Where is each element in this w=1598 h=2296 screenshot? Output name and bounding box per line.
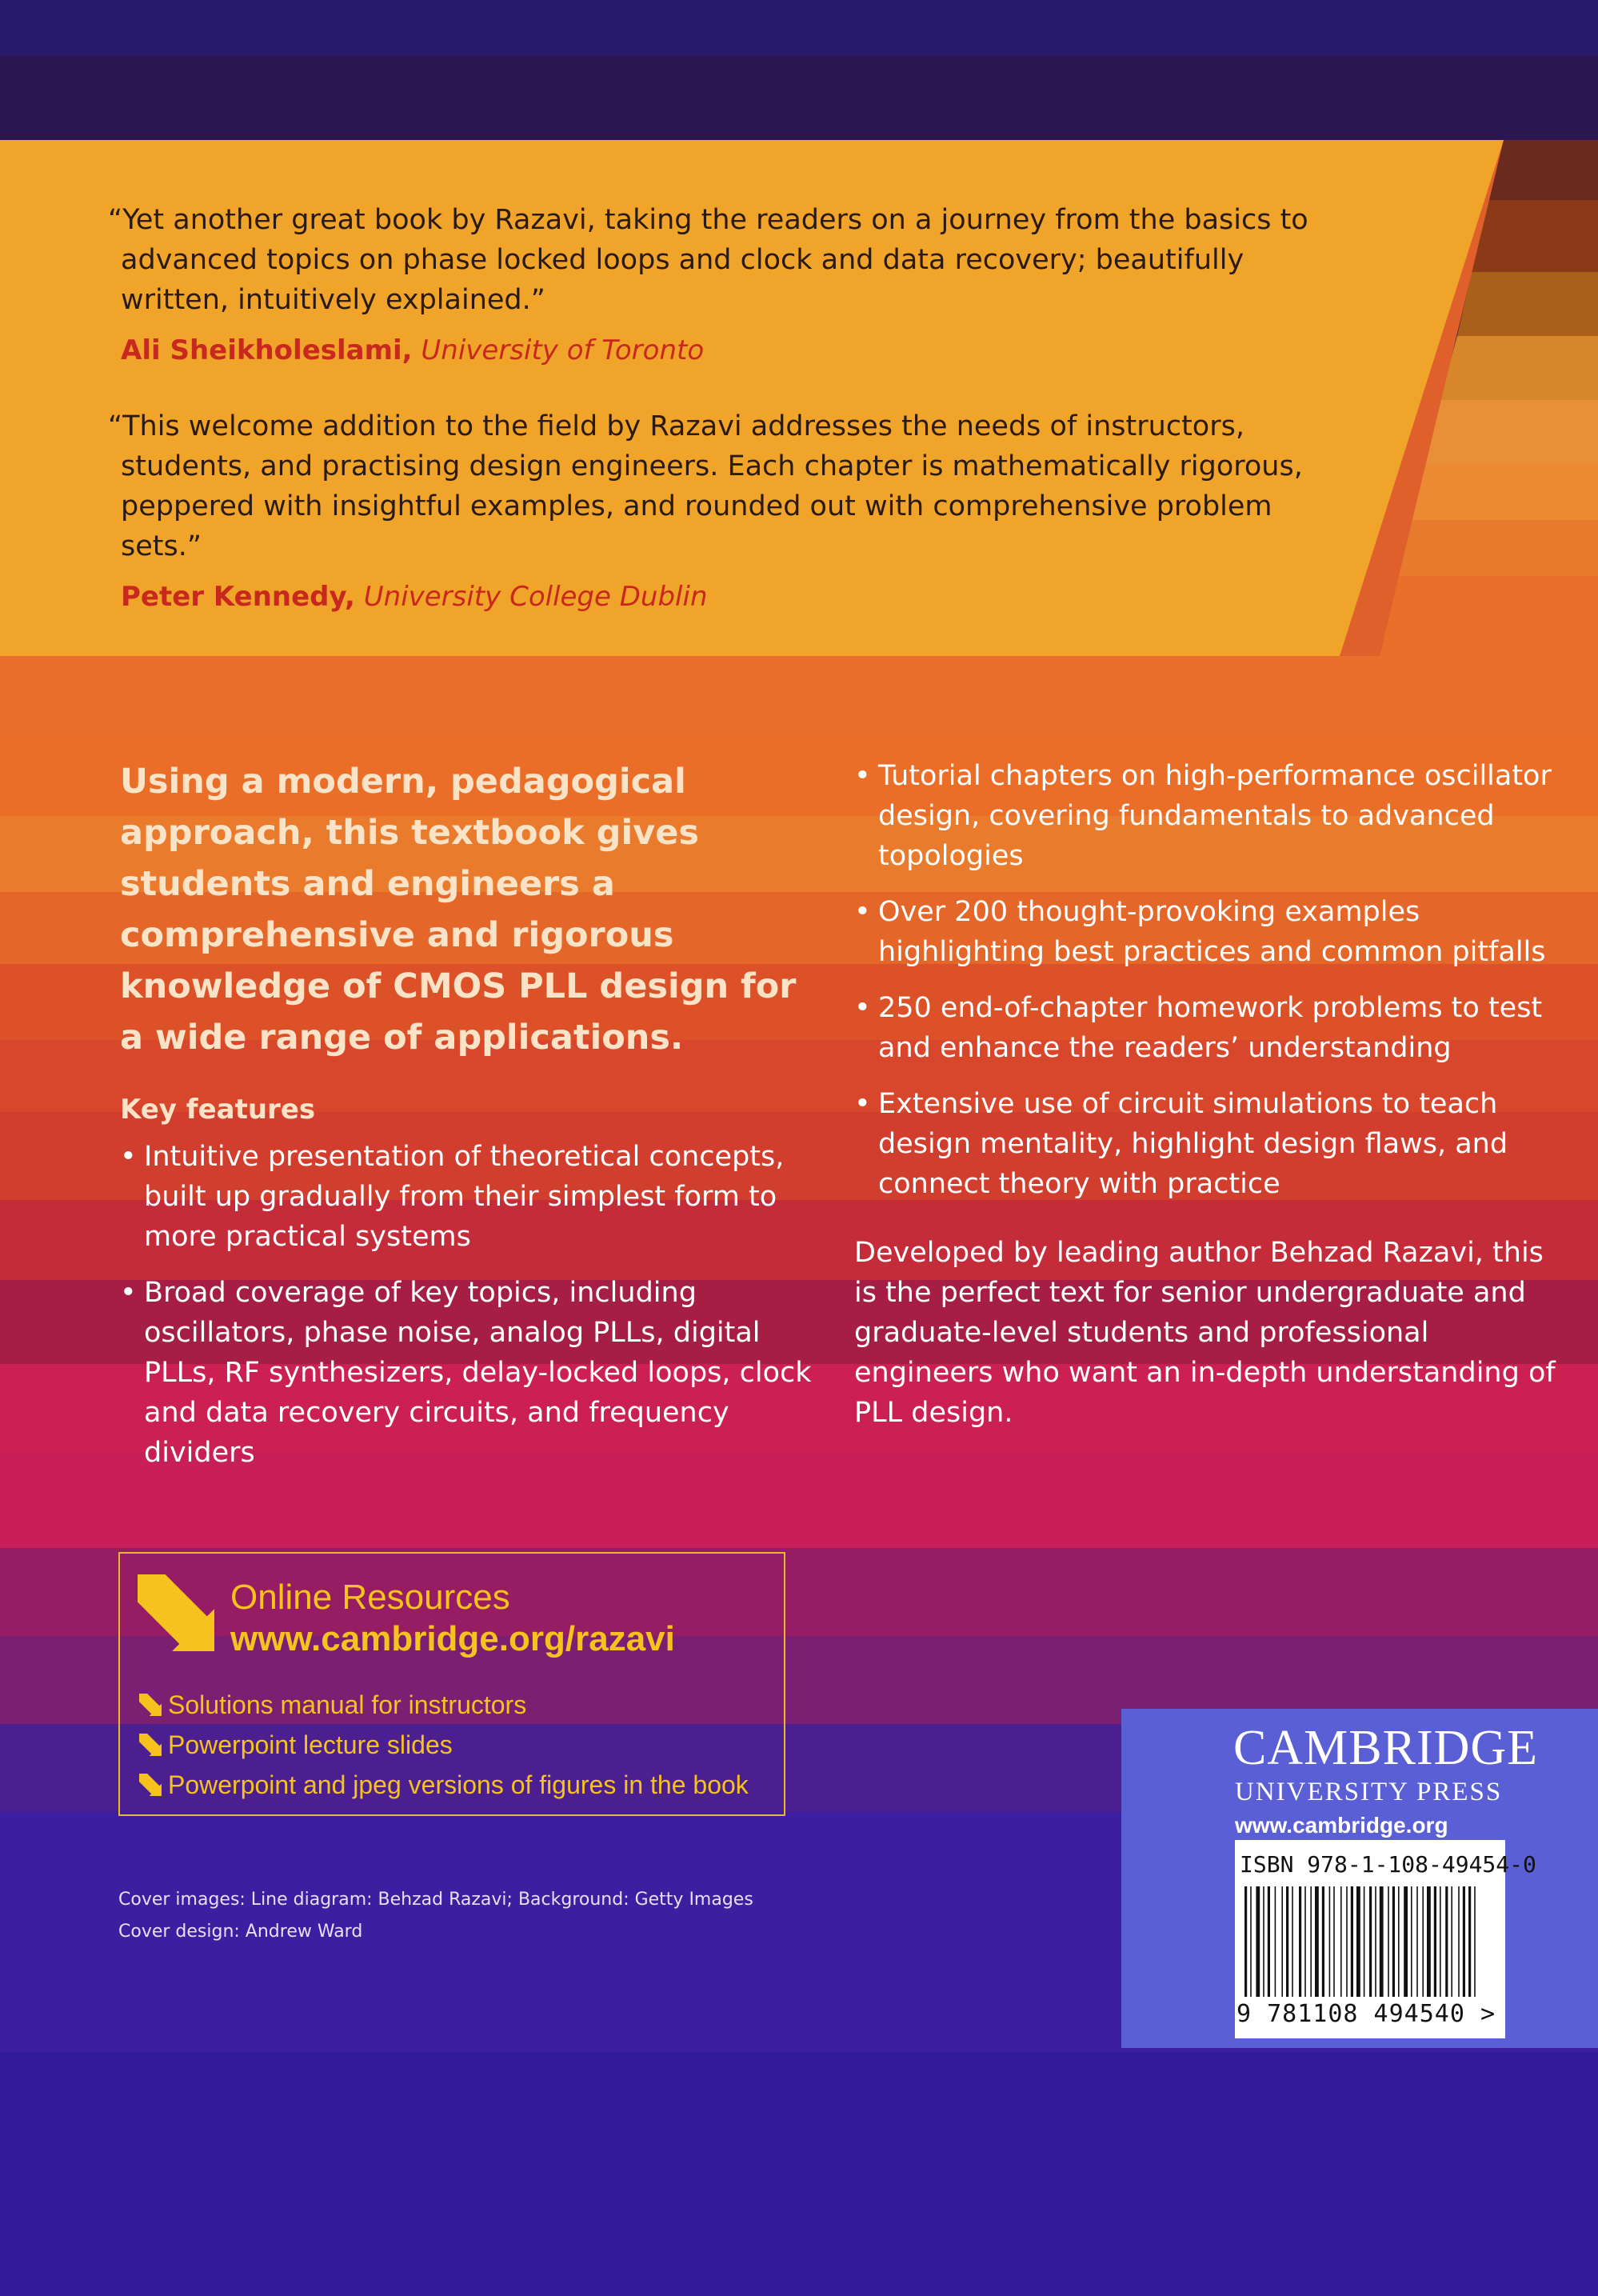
quote-text: “This welcome addition to the field by Razavi addresses the needs of instructors, students, and practising design engineers. Each chapter is mathematically rigorous, peppered with insightful examples, and rounded out with comprehensive problem sets.” (108, 410, 1303, 562)
quote-attribution (121, 334, 1356, 366)
feature-text: Intuitive presentation of theoretical concepts, built up gradually from their simplest form to more practical systems (144, 1141, 785, 1253)
features-list-left (120, 1137, 816, 1473)
publisher-url[interactable]: www.cambridge.org (1235, 1813, 1448, 1838)
quote-affiliation: University College Dublin (363, 581, 708, 613)
publisher-block (1121, 1709, 1598, 2048)
feature-text: Broad coverage of key topics, including oscillators, phase noise, analog PLLs, digital PLLs, RF synthesizers, delay-locked loops, clock and data recovery circuits, and frequency dividers (144, 1277, 812, 1469)
quote-attribution (121, 581, 1356, 613)
lead-paragraph: Using a modern, pedagogical approach, this textbook gives students and engineers a comprehensive and rigorous knowledge of CMOS PLL design for a wide range of applications. (120, 762, 797, 1058)
resource-label: Powerpoint lecture slides (168, 1730, 453, 1759)
feature-item (120, 1137, 816, 1257)
barcode-card (1235, 1840, 1536, 2038)
image-credit: Cover images: Line diagram: Behzad Razavi; Background: Getty Images (118, 1890, 753, 1910)
quote-text: “Yet another great book by Razavi, taking the readers on a journey from the basics to advanced topics on phase locked loops and clock and data recovery; beautifully written, intuitively explained.” (108, 204, 1308, 316)
online-resources-title: Online Resources (230, 1578, 510, 1617)
bullet-icon: • (854, 896, 871, 928)
design-credit: Cover design: Andrew Ward (118, 1922, 363, 1942)
feature-text: 250 end-of-chapter homework problems to test and enhance the readers’ understanding (878, 992, 1543, 1064)
closing-paragraph: Developed by leading author Behzad Razavi, this is the perfect text for senior undergraduate and graduate-level students and professional engineers who want an in-depth understanding of PLL design. (854, 1237, 1556, 1429)
feature-item (854, 756, 1558, 876)
bullet-icon: • (120, 1141, 137, 1173)
isbn-label: ISBN 978-1-108-49454-0 (1240, 1851, 1536, 1878)
quote-author: Peter Kennedy, (121, 581, 355, 613)
features-list-right (854, 756, 1558, 1204)
feature-item (120, 1273, 816, 1473)
endorsement-1 (108, 200, 1356, 366)
quote-affiliation: University of Toronto (421, 334, 705, 366)
resource-item (139, 1685, 749, 1725)
online-resources-box (118, 1552, 785, 1816)
online-resources-url[interactable]: www.cambridge.org/razavi (230, 1619, 675, 1658)
arrow-down-right-icon (138, 1574, 214, 1651)
resource-label: Solutions manual for instructors (168, 1690, 527, 1719)
description-right-column (854, 756, 1558, 1433)
feature-item (854, 892, 1558, 972)
arrow-down-right-icon (139, 1694, 162, 1716)
cover-credits (118, 1884, 753, 1948)
endorsements (108, 200, 1356, 613)
bullet-icon: • (854, 1088, 871, 1120)
endorsement-2 (108, 406, 1356, 613)
resources-list (139, 1685, 749, 1805)
arrow-down-right-icon (139, 1774, 162, 1796)
feature-text: Tutorial chapters on high-performance oscillator design, covering fundamentals to advanced topologies (878, 760, 1552, 872)
bullet-icon: • (120, 1277, 137, 1309)
bullet-icon: • (854, 992, 871, 1024)
bullet-icon: • (854, 760, 871, 792)
feature-item (854, 988, 1558, 1068)
arrow-down-right-icon (139, 1734, 162, 1756)
resource-item (139, 1765, 749, 1805)
quote-author: Ali Sheikholeslami, (121, 334, 413, 366)
barcode-icon (1244, 1886, 1484, 1997)
feature-text: Extensive use of circuit simulations to teach design mentality, highlight design flaws, and connect theory with practice (878, 1088, 1508, 1200)
publisher-name: CAMBRIDGE (1233, 1721, 1539, 1775)
description-left-column (120, 756, 816, 1489)
resource-item (139, 1725, 749, 1765)
publisher-subtitle: UNIVERSITY PRESS (1235, 1778, 1503, 1806)
barcode-digits: 9 781108 494540 > (1236, 2000, 1496, 2028)
feature-item (854, 1084, 1558, 1204)
feature-text: Over 200 thought-provoking examples highlighting best practices and common pitfalls (878, 896, 1546, 968)
key-features-heading: Key features (120, 1094, 316, 1126)
resource-label: Powerpoint and jpeg versions of figures in the book (168, 1770, 749, 1799)
